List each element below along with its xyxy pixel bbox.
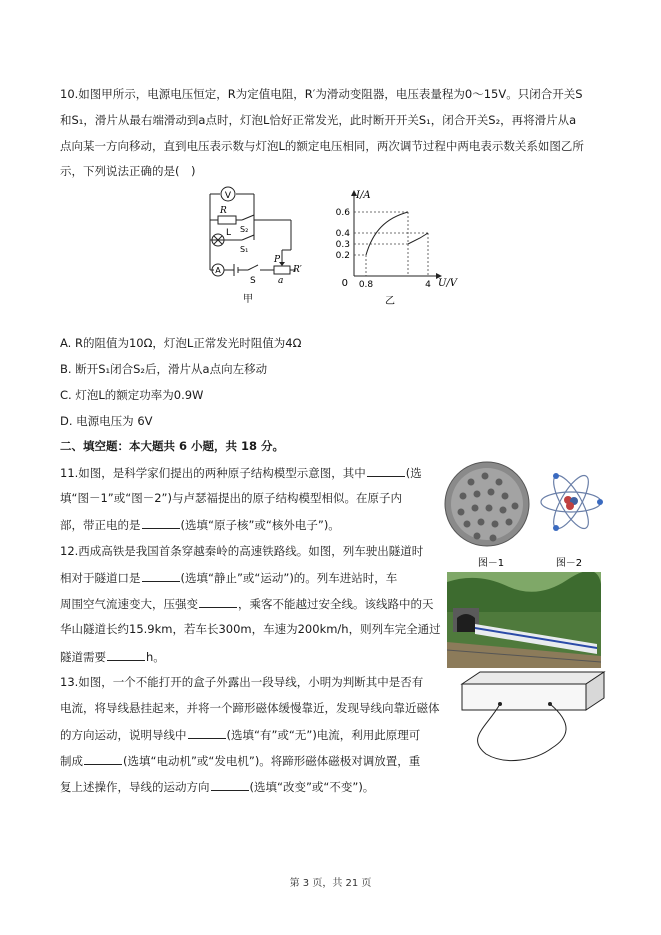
y-tick: 0.4 xyxy=(335,229,350,239)
sealed-box-with-wire xyxy=(456,668,606,768)
resistor-r-label: R xyxy=(220,206,227,216)
answer-blank xyxy=(211,778,249,791)
answer-blank xyxy=(142,569,180,582)
high-speed-train-photo xyxy=(447,572,601,668)
answer-blank xyxy=(142,516,180,529)
ammeter-label: A xyxy=(215,266,221,275)
q13-line-3: 的方向运动，说明导线中 (选填“有”或“无”)电流，利用此原理可 xyxy=(60,728,421,742)
q10-option-c: C. 灯泡L的额定功率为0.9W xyxy=(60,388,204,402)
switch-s1-label: S₁ xyxy=(240,245,249,254)
origin-label: 0 xyxy=(341,278,348,289)
q10-line-4: 示，下列说法正确的是( ) xyxy=(60,164,196,178)
q12-line-4: 华山隧道长约15.9km，若车长300m，车速为200km/h，则列车完全通过 xyxy=(60,622,441,636)
lamp-l-label: L xyxy=(226,228,232,238)
q13-line-2: 电流，将导线悬挂起来，并将一个蹄形磁体缓慢靠近，发现导线向靠近磁体 xyxy=(60,701,440,715)
switch-s-label: S xyxy=(250,276,256,286)
figure-yi-caption: 乙 xyxy=(385,296,395,307)
q10-line-3: 点向某一方向移动，直到电压表示数与灯泡L的额定电压相同，两次调节过程中两电表示数关系如图乙所 xyxy=(60,139,584,153)
x-axis-label: U/V xyxy=(438,278,458,289)
q10-line-1: 10.如图甲所示，电源电压恒定，R为定值电阻，R′为滑动变阻器，电压表量程为0～15V。只闭合开关S xyxy=(60,87,583,101)
x-tick: 4 xyxy=(425,280,431,290)
circuit-diagram-jia xyxy=(196,182,306,306)
atom-models-figure xyxy=(441,456,611,572)
answer-blank xyxy=(367,464,405,477)
y-tick: 0.6 xyxy=(335,208,350,218)
y-tick: 0.3 xyxy=(335,240,350,250)
q12-line-5: 隧道需要 h。 xyxy=(60,650,165,664)
q10-line-2: 和S₁，滑片从最右端滑动到a点时，灯泡L恰好正常发光，此时断开开关S₁，闭合开关S₂，再将滑片从a xyxy=(60,113,577,127)
answer-blank xyxy=(199,595,237,608)
iu-graph-yi xyxy=(328,186,468,310)
x-tick: 0.8 xyxy=(358,280,374,290)
q10-option-a: A. R的阻值为10Ω，灯泡L正常发光时阻值为4Ω xyxy=(60,336,302,350)
q13-line-1: 13.如图，一个不能打开的盒子外露出一段导线，小明为判断其中是否有 xyxy=(60,675,424,689)
slider-p-label: P xyxy=(274,255,281,265)
figure-2-caption: 图－2 xyxy=(555,558,583,569)
answer-blank xyxy=(107,648,145,661)
q10-option-d: D. 电源电压为 6V xyxy=(60,414,153,428)
rheostat-label: R′ xyxy=(293,265,302,275)
q11-line-1: 11.如图，是科学家们提出的两种原子结构模型示意图，其中 (选 xyxy=(60,466,422,480)
answer-blank xyxy=(188,726,226,739)
point-a-label: a xyxy=(278,276,284,286)
q13-line-4: 制成 (选填“电动机”或“发电机”)。将蹄形磁体磁极对调放置，重 xyxy=(60,754,421,768)
voltmeter-label: V xyxy=(224,191,232,201)
q12-line-1: 12.西成高铁是我国首条穿越秦岭的高速铁路线。如图，列车驶出隧道时 xyxy=(60,544,424,558)
section-heading-fill-in: 二、填空题：本大题共 6 小题，共 18 分。 xyxy=(60,439,285,453)
q13-line-5: 复上述操作，导线的运动方向 (选填“改变”或“不变”)。 xyxy=(60,780,375,794)
q11-line-3: 部，带正电的是 (选填“原子核”或“核外电子”)。 xyxy=(60,518,340,532)
y-axis-label: I/A xyxy=(356,190,371,201)
y-tick: 0.2 xyxy=(335,251,350,261)
q12-line-2: 相对于隧道口是 (选填“静止”或“运动”)的。列车进站时，车 xyxy=(60,571,398,585)
q10-option-b: B. 断开S₁闭合S₂后，滑片从a点向左移动 xyxy=(60,362,268,376)
switch-s2-label: S₂ xyxy=(240,225,249,234)
page-footer: 第 3 页，共 21 页 xyxy=(289,878,372,889)
figure-jia-caption: 甲 xyxy=(243,294,253,305)
q12-line-3: 周围空气流速变大，压强变 ，乘客不能越过安全线。该线路中的天 xyxy=(60,597,434,611)
answer-blank xyxy=(84,752,122,765)
figure-1-caption: 图－1 xyxy=(477,558,505,569)
q11-line-2: 填“图－1”或“图－2”)与卢瑟福提出的原子结构模型相似。在原子内 xyxy=(60,491,402,505)
